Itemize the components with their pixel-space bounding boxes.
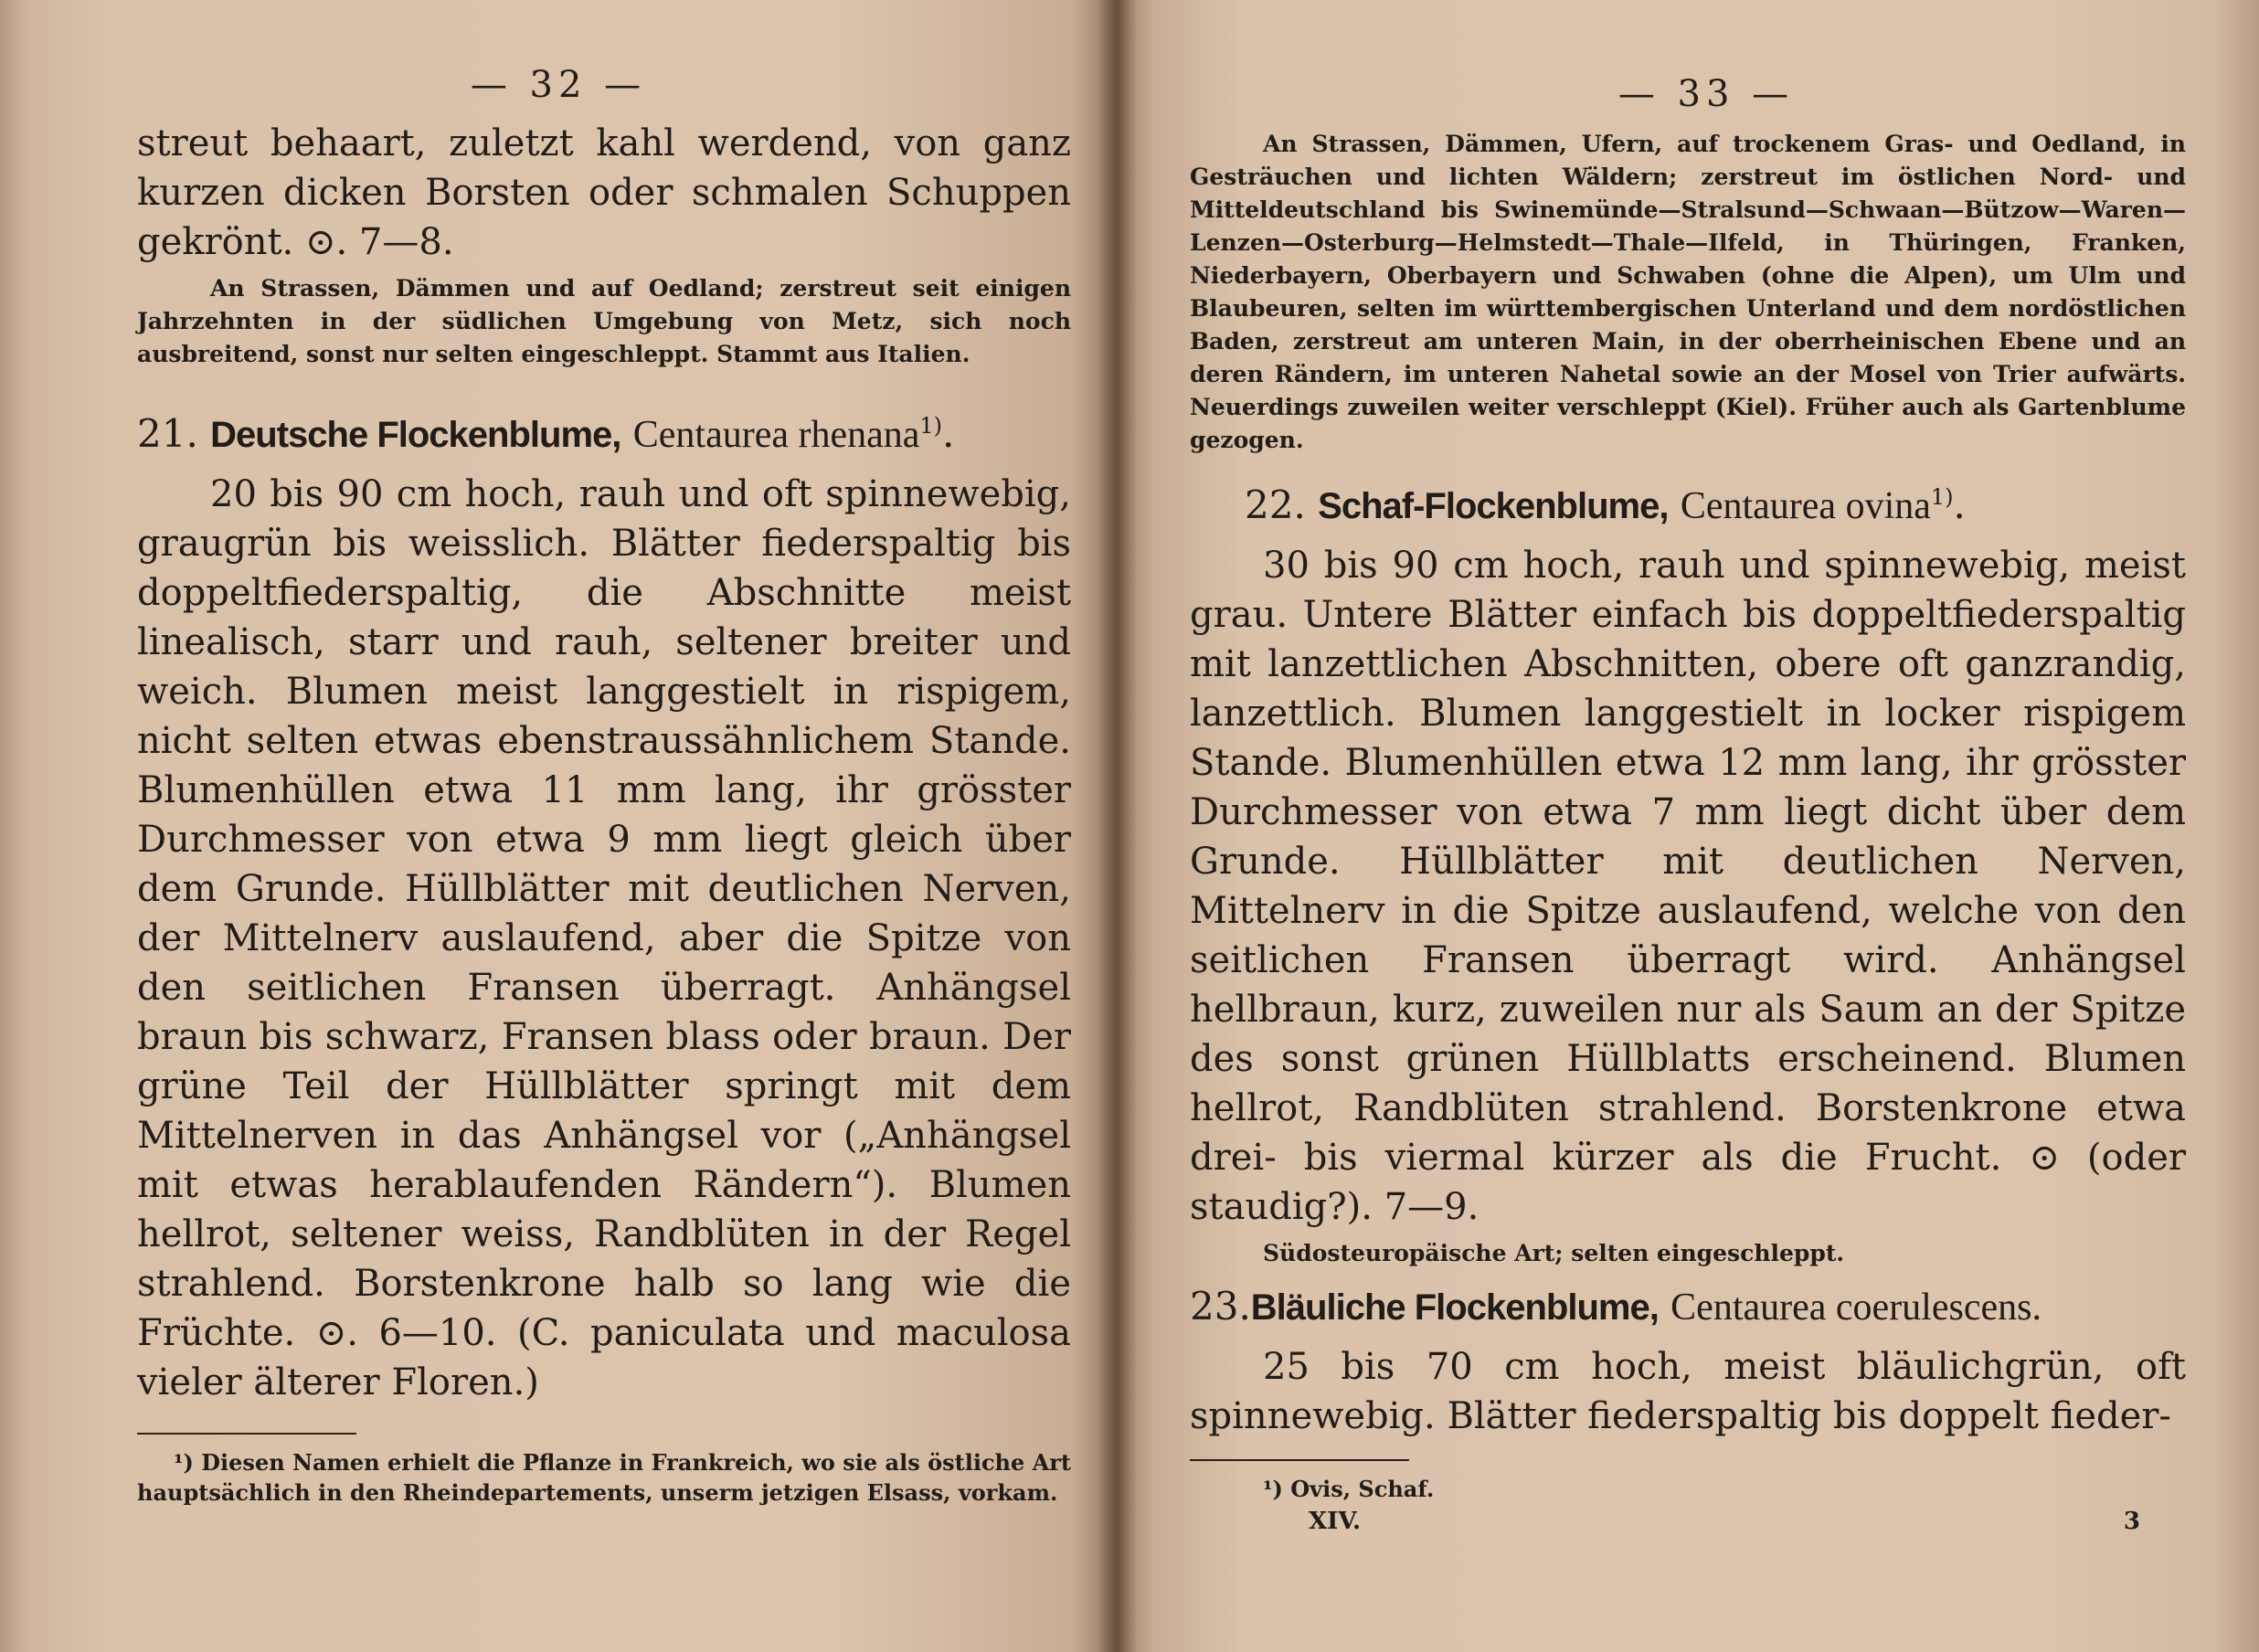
species-number: 21. — [137, 411, 198, 456]
heading-end-punct: . — [1953, 482, 1966, 527]
species-description-23: 25 bis 70 cm hoch, meist bläulichgrün, oft spinnewebig. Blätter fiederspaltig bis doppelt fieder- — [1190, 1346, 2186, 1437]
species-common-name: Schaf-Flockenblume, — [1318, 486, 1669, 526]
species-heading-21 — [137, 398, 1071, 462]
species-latin-name: Centaurea rhenana — [632, 414, 920, 456]
footnote-right: ¹) Ovis, Schaf. — [1263, 1476, 1435, 1502]
page-number-left: — 32 — — [470, 64, 647, 106]
footnote-mark: 1) — [919, 413, 943, 439]
footnote-rule — [1190, 1459, 1409, 1461]
species-number: 22. — [1245, 482, 1306, 527]
species-description-21: 20 bis 90 cm hoch, rauh und oft spinnewebig, graugrün bis weisslich. Blätter fiederspaltig bis doppeltfiederspaltig, die Abschnitte meist linealisch, starr und rauh, seltener breiter und weich. Blumen meist langgestielt in rispigem, nicht selten etwas ebenstraussähnlichem Stande. Blumenhüllen etwa 11 mm lang, ihr grösster Durchmesser von etwa 9 mm liegt gleich über dem Grunde. Hüllblätter mit deutlichen Nerven, der Mittelnerv auslaufend, aber die Spitze von den seitlichen Fransen überragt. Anhängsel braun bis schwarz, Fransen blass oder braun. Der grüne Teil der Hüllblätter springt mit dem Mittelnerven in das Anhängsel vor („Anhängsel mit etwas herablaufenden Rändern“). Blumen hellrot, seltener weiss, Randblüten in der Regel strahlend. Borstenkrone halb so lang wie die Früchte. ⊙. 6—10. (C. paniculata und maculosa vieler älterer Floren.) — [137, 473, 1071, 1403]
signature-line — [1190, 1508, 2186, 1535]
book-gutter — [1097, 0, 1137, 1652]
right-page — [1117, 0, 2259, 1652]
signature-mark: XIV. — [1309, 1508, 1362, 1535]
species-latin-name: Centaurea coerulescens. — [1670, 1287, 2042, 1329]
species-description-22: 30 bis 90 cm hoch, rauh und spinnewebig, meist grau. Untere Blätter einfach bis doppeltfiederspaltig mit lanzettlichen Abschnitten, obere oft ganzrandig, lanzettlich. Blumen langgestielt in locker rispigem Stande. Blumenhüllen etwa 12 mm lang, ihr grösster Durchmesser von etwa 7 mm liegt dicht über dem Grunde. Hüllblätter mit deutlichen Nerven, Mittelnerv in die Spitze auslaufend, welche von den seitlichen Fransen überragt wird. Anhängsel hellbraun, kurz, zuweilen nur als Saum an der Spitze des sonst grünen Hüllblatts erscheinend. Blumen hellrot, Randblüten strahlend. Borstenkrone etwa drei- bis viermal kürzer als die Frucht. ⊙ (oder staudig?). 7—9. — [1190, 545, 2186, 1228]
species-heading-22 — [1190, 470, 2186, 534]
species-common-name: Deutsche Flockenblume, — [210, 415, 621, 455]
species-heading-23 — [1190, 1279, 2186, 1335]
page-number-right: — 33 — — [1617, 73, 1795, 115]
species-number: 23. — [1190, 1284, 1251, 1329]
left-page — [0, 0, 1117, 1652]
habitat-note-20: An Strassen, Dämmen und auf Oedland; zerstreut seit einigen Jahrzehnten in der südlichen Umgebung von Metz, sich noch ausbreitend, sonst nur selten eingeschleppt. Stammt aus Italien. — [137, 275, 1071, 367]
species-latin-name: Centaurea ovina — [1680, 485, 1931, 527]
footnote-mark: 1) — [1930, 484, 1954, 510]
signature-number: 3 — [2123, 1508, 2140, 1535]
carryover-text: streut behaart, zuletzt kahl werdend, von ganz kurzen dicken Borsten oder schmalen Schuppen gekrönt. ⊙. 7—8. — [137, 122, 1071, 263]
habitat-note-21: An Strassen, Dämmen, Ufern, auf trockenem Gras- und Oedland, in Gesträuchen und lichten Wäldern; zerstreut im östlichen Nord- und Mitteldeutschland bis Swinemünde—Stralsund—Schwaan—Bützow—Waren—Lenzen—Osterburg—Helmstedt—Thale—Ilfeld, in Thüringen, Franken, Niederbayern, Oberbayern und Schwaben (ohne die Alpen), um Ulm und Blaubeuren, selten im württembergischen Unterland und dem nordöstlichen Baden, zerstreut am unteren Main, in der oberrheinischen Ebene und an deren Rändern, im unteren Nahetal sowie an der Mosel von Trier aufwärts. Neuerdings zuweilen weiter verschleppt (Kiel). Früher auch als Gartenblume gezogen. — [1190, 131, 2186, 453]
species-common-name: Bläuliche Flockenblume, — [1250, 1287, 1659, 1328]
footnote-rule — [137, 1433, 356, 1435]
habitat-note-22: Südosteuropäische Art; selten eingeschleppt. — [1263, 1240, 1845, 1266]
heading-end-punct: . — [942, 411, 955, 456]
footnote-left: ¹) Diesen Namen erhielt die Pflanze in Frankreich, wo sie als östliche Art hauptsächlich in den Rheindepartements, unserm jetzigen Elsass, vorkam. — [137, 1449, 1071, 1506]
